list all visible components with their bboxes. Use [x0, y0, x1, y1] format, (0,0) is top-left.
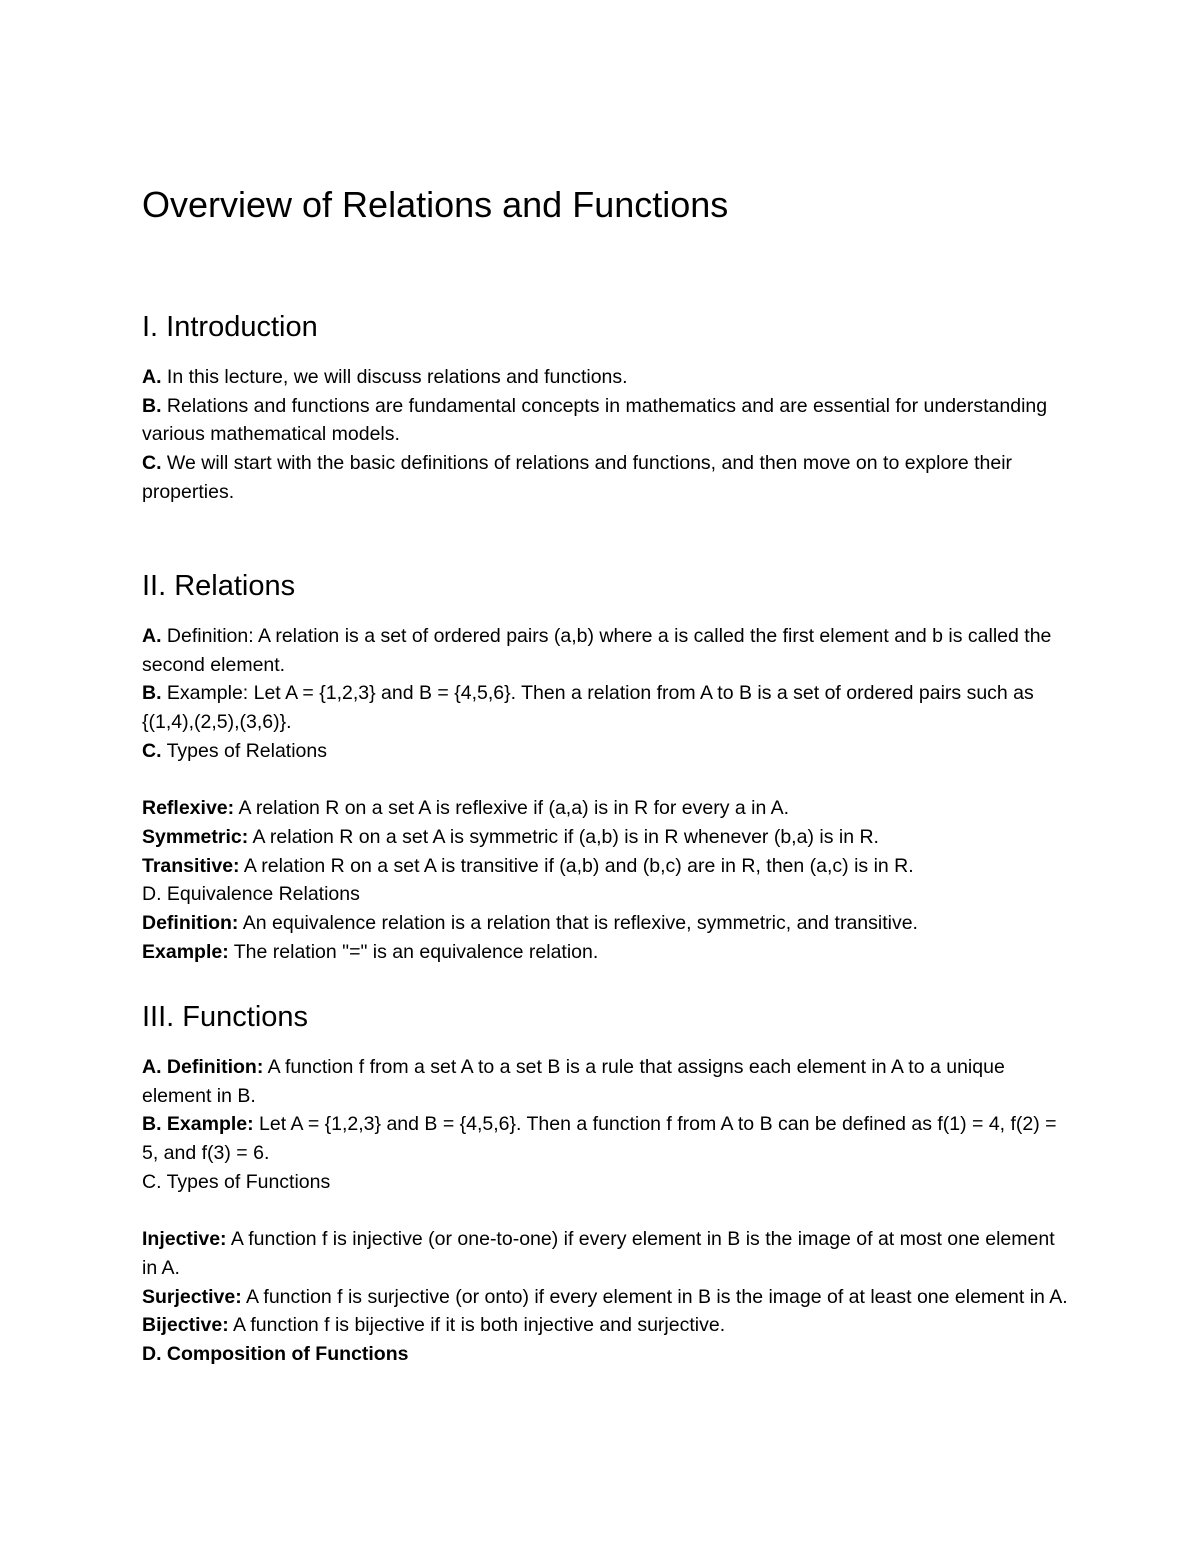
- transitive-definition: [142, 852, 1072, 881]
- term-label: Bijective:: [142, 1314, 229, 1337]
- term-text: A relation R on a set A is transitive if (a,b) and (b,c) are in R, then (a,c) is in R.: [239, 854, 914, 877]
- section-heading: III. Functions: [142, 1001, 309, 1033]
- section-heading: I. Introduction: [142, 311, 318, 343]
- term-label: Surjective:: [142, 1285, 242, 1308]
- paragraph-a: [142, 622, 1072, 679]
- paragraph-d: D. Equivalence Relations: [142, 883, 360, 906]
- item-text: Relations and functions are fundamental concepts in mathematics and are essential for understanding various mathematical models.: [142, 394, 1048, 446]
- surjective-definition: [142, 1283, 1072, 1312]
- item-label: B. Example:: [142, 1113, 254, 1136]
- section-relations: [142, 568, 1072, 966]
- paragraph-c: [142, 737, 1072, 766]
- term-text: The relation "=" is an equivalence relation.: [228, 940, 599, 963]
- section-body: [142, 622, 1072, 966]
- section-body: [142, 363, 1072, 507]
- paragraph-a: [142, 363, 1072, 392]
- paragraph-c: C. Types of Functions: [142, 1170, 331, 1193]
- term-text: An equivalence relation is a relation that is reflexive, symmetric, and transitive.: [238, 912, 918, 935]
- bijective-definition: [142, 1311, 1072, 1340]
- term-label: Definition:: [142, 912, 239, 935]
- term-label: Transitive:: [142, 854, 240, 877]
- term-label: Example:: [142, 940, 229, 963]
- item-text: Let A = {1,2,3} and B = {4,5,6}. Then a function f from A to B can be defined as f(1) = 4, f(2) = 5, and f(3) = 6.: [142, 1113, 1057, 1165]
- paragraph-b: [142, 679, 1072, 736]
- item-label: B.: [142, 394, 162, 417]
- term-label: Injective:: [142, 1228, 227, 1251]
- symmetric-definition: [142, 823, 1072, 852]
- item-label: D. Composition of Functions: [142, 1343, 409, 1366]
- term-label: Symmetric:: [142, 825, 249, 848]
- term-text: A function f is injective (or one-to-one) if every element in B is the image of at most one element in A.: [142, 1228, 1055, 1279]
- equivalence-example: [142, 938, 1072, 967]
- term-text: A relation R on a set A is symmetric if (a,b) is in R whenever (b,a) is in R.: [248, 825, 879, 848]
- term-text: A function f is bijective if it is both injective and surjective.: [228, 1314, 726, 1337]
- item-text: In this lecture, we will discuss relations and functions.: [161, 366, 628, 388]
- reflexive-definition: [142, 794, 1072, 823]
- term-text: A function f is surjective (or onto) if every element in B is the image of at least one element in A.: [241, 1285, 1068, 1308]
- item-text: We will start with the basic definitions of relations and functions, and then move on to explore their properties.: [142, 452, 1013, 503]
- item-text: Types of Relations: [161, 739, 327, 762]
- section-heading: II. Relations: [142, 570, 296, 602]
- paragraph-a: [142, 1053, 1072, 1110]
- equivalence-definition: [142, 909, 1072, 938]
- item-text: Example: Let A = {1,2,3} and B = {4,5,6}. Then a relation from A to B is a set of ordered pairs such as {(1,4),(2,5),(3,6)}.: [142, 682, 1034, 734]
- page-title: Overview of Relations and Functions: [142, 184, 729, 225]
- paragraph-b: [142, 1110, 1072, 1167]
- section-introduction: [142, 309, 1072, 507]
- item-text: Definition: A relation is a set of ordered pairs (a,b) where a is called the first element and b is called the second element.: [142, 625, 1052, 676]
- injective-definition: [142, 1225, 1072, 1282]
- term-label: Reflexive:: [142, 797, 235, 820]
- paragraph-b: [142, 392, 1072, 449]
- item-label: A.: [142, 366, 162, 388]
- item-text: A function f from a set A to a set B is a rule that assigns each element in A to a unique element in B.: [142, 1056, 1005, 1107]
- paragraph-d: [142, 1340, 1072, 1369]
- item-label: A.: [142, 625, 162, 647]
- item-label: C.: [142, 739, 162, 762]
- item-label: B.: [142, 682, 162, 705]
- item-label: C.: [142, 452, 162, 475]
- section-functions: [142, 999, 1072, 1369]
- item-label: A. Definition:: [142, 1056, 264, 1078]
- paragraph-c: [142, 449, 1072, 506]
- term-text: A relation R on a set A is reflexive if (a,a) is in R for every a in A.: [234, 797, 790, 820]
- section-body: [142, 1053, 1072, 1369]
